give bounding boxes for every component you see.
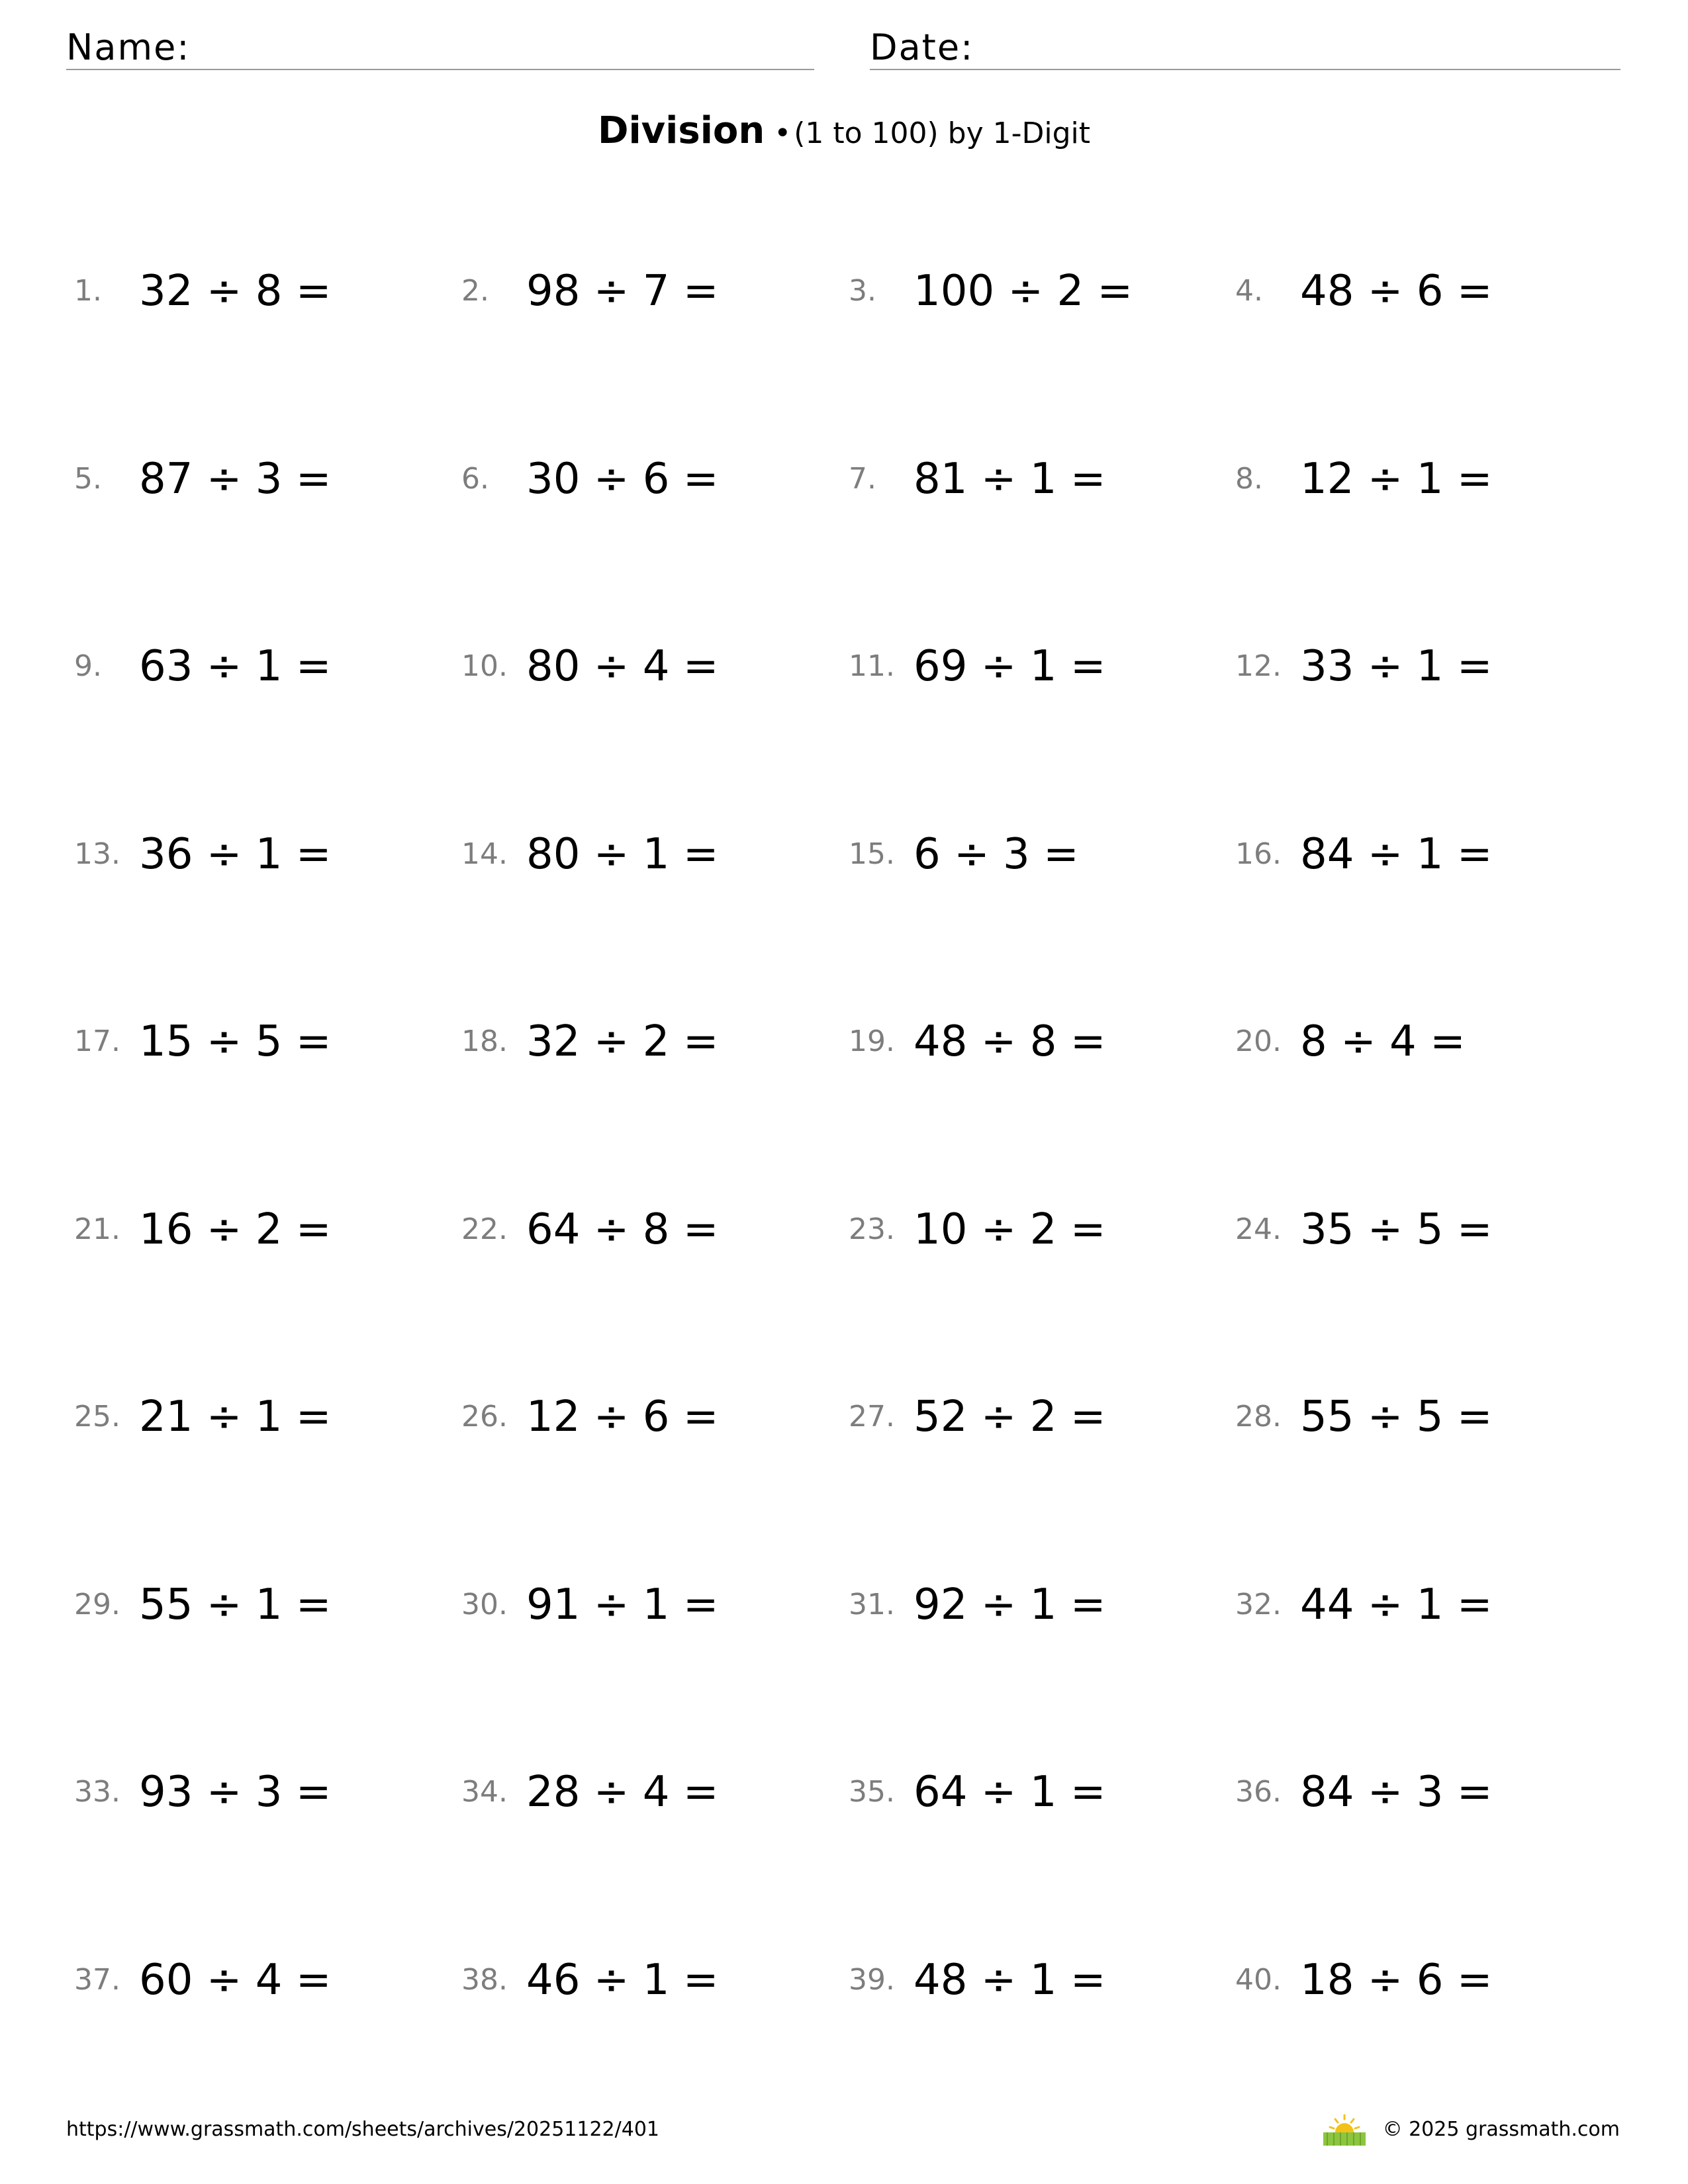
problem-number: 31. bbox=[849, 1588, 895, 1621]
problem-number: 29. bbox=[74, 1588, 120, 1621]
problem-number: 32. bbox=[1235, 1588, 1282, 1621]
problem-expression: 12 ÷ 6 = bbox=[526, 1392, 719, 1441]
grass-sun-logo-icon bbox=[1321, 2113, 1368, 2147]
problem-expression: 69 ÷ 1 = bbox=[914, 642, 1106, 691]
problem-expression: 10 ÷ 2 = bbox=[914, 1205, 1106, 1254]
problem-number: 30. bbox=[461, 1588, 508, 1621]
problem-number: 14. bbox=[461, 837, 508, 871]
problem-expression: 92 ÷ 1 = bbox=[914, 1580, 1106, 1629]
problem-expression: 98 ÷ 7 = bbox=[526, 267, 719, 316]
problem-number: 6. bbox=[461, 462, 489, 496]
title-separator: • bbox=[774, 116, 792, 150]
problem-number: 2. bbox=[461, 274, 489, 308]
problem-expression: 8 ÷ 4 = bbox=[1300, 1017, 1466, 1066]
problem-number: 13. bbox=[74, 837, 120, 871]
problem-number: 33. bbox=[74, 1775, 120, 1809]
problem-number: 17. bbox=[74, 1024, 120, 1058]
problem-expression: 30 ÷ 6 = bbox=[526, 455, 719, 504]
problem-number: 11. bbox=[849, 649, 895, 683]
problem-number: 12. bbox=[1235, 649, 1282, 683]
problem-expression: 55 ÷ 5 = bbox=[1300, 1392, 1493, 1441]
problem-number: 20. bbox=[1235, 1024, 1282, 1058]
date-field[interactable] bbox=[870, 26, 1620, 70]
problem-number: 8. bbox=[1235, 462, 1263, 496]
name-label: Name: bbox=[66, 26, 191, 68]
name-field[interactable] bbox=[66, 26, 814, 70]
problem-expression: 36 ÷ 1 = bbox=[139, 830, 332, 879]
problem-expression: 93 ÷ 3 = bbox=[139, 1768, 332, 1817]
footer-url: https://www.grassmath.com/sheets/archives/20251122/401 bbox=[66, 2118, 660, 2141]
problem-expression: 48 ÷ 6 = bbox=[1300, 267, 1493, 316]
problem-expression: 60 ÷ 4 = bbox=[139, 1956, 332, 2005]
problem-number: 19. bbox=[849, 1024, 895, 1058]
problem-expression: 35 ÷ 5 = bbox=[1300, 1205, 1493, 1254]
problem-expression: 46 ÷ 1 = bbox=[526, 1956, 719, 2005]
problem-number: 37. bbox=[74, 1963, 120, 1997]
problem-number: 40. bbox=[1235, 1963, 1282, 1997]
problem-expression: 84 ÷ 1 = bbox=[1300, 830, 1493, 879]
problem-expression: 48 ÷ 8 = bbox=[914, 1017, 1106, 1066]
problem-number: 5. bbox=[74, 462, 102, 496]
problem-number: 24. bbox=[1235, 1212, 1282, 1246]
problem-expression: 33 ÷ 1 = bbox=[1300, 642, 1493, 691]
problem-number: 4. bbox=[1235, 274, 1263, 308]
problem-number: 22. bbox=[461, 1212, 508, 1246]
problem-expression: 6 ÷ 3 = bbox=[914, 830, 1079, 879]
problem-number: 21. bbox=[74, 1212, 120, 1246]
problem-number: 27. bbox=[849, 1400, 895, 1433]
problem-expression: 18 ÷ 6 = bbox=[1300, 1956, 1493, 2005]
problem-number: 16. bbox=[1235, 837, 1282, 871]
problem-expression: 16 ÷ 2 = bbox=[139, 1205, 332, 1254]
problem-expression: 32 ÷ 8 = bbox=[139, 267, 332, 316]
problem-expression: 12 ÷ 1 = bbox=[1300, 455, 1493, 504]
problem-expression: 55 ÷ 1 = bbox=[139, 1580, 332, 1629]
problem-expression: 21 ÷ 1 = bbox=[139, 1392, 332, 1441]
problem-expression: 63 ÷ 1 = bbox=[139, 642, 332, 691]
problem-expression: 48 ÷ 1 = bbox=[914, 1956, 1106, 2005]
problem-expression: 91 ÷ 1 = bbox=[526, 1580, 719, 1629]
problem-expression: 100 ÷ 2 = bbox=[914, 267, 1133, 316]
problem-number: 34. bbox=[461, 1775, 508, 1809]
problem-expression: 81 ÷ 1 = bbox=[914, 455, 1106, 504]
footer-credit bbox=[1321, 2111, 1620, 2148]
problem-expression: 87 ÷ 3 = bbox=[139, 455, 332, 504]
problem-expression: 80 ÷ 4 = bbox=[526, 642, 719, 691]
problem-number: 1. bbox=[74, 274, 102, 308]
problem-expression: 32 ÷ 2 = bbox=[526, 1017, 719, 1066]
problem-expression: 80 ÷ 1 = bbox=[526, 830, 719, 879]
problem-number: 36. bbox=[1235, 1775, 1282, 1809]
problem-expression: 64 ÷ 8 = bbox=[526, 1205, 719, 1254]
problem-expression: 15 ÷ 5 = bbox=[139, 1017, 332, 1066]
title-main: Division bbox=[598, 109, 765, 152]
problem-number: 39. bbox=[849, 1963, 895, 1997]
title-subtitle: (1 to 100) by 1-Digit bbox=[794, 116, 1090, 150]
problem-expression: 84 ÷ 3 = bbox=[1300, 1768, 1493, 1817]
copyright: © 2025 grassmath.com bbox=[1382, 2118, 1620, 2141]
problem-number: 38. bbox=[461, 1963, 508, 1997]
problem-expression: 52 ÷ 2 = bbox=[914, 1392, 1106, 1441]
problem-number: 18. bbox=[461, 1024, 508, 1058]
problem-number: 3. bbox=[849, 274, 876, 308]
problem-number: 26. bbox=[461, 1400, 508, 1433]
problem-number: 7. bbox=[849, 462, 876, 496]
problem-expression: 28 ÷ 4 = bbox=[526, 1768, 719, 1817]
problem-number: 35. bbox=[849, 1775, 895, 1809]
date-label: Date: bbox=[870, 26, 974, 68]
problem-number: 28. bbox=[1235, 1400, 1282, 1433]
problem-number: 9. bbox=[74, 649, 102, 683]
problem-expression: 44 ÷ 1 = bbox=[1300, 1580, 1493, 1629]
worksheet-title bbox=[0, 105, 1688, 160]
problem-number: 25. bbox=[74, 1400, 120, 1433]
problem-number: 23. bbox=[849, 1212, 895, 1246]
problem-number: 15. bbox=[849, 837, 895, 871]
problem-number: 10. bbox=[461, 649, 508, 683]
problem-expression: 64 ÷ 1 = bbox=[914, 1768, 1106, 1817]
